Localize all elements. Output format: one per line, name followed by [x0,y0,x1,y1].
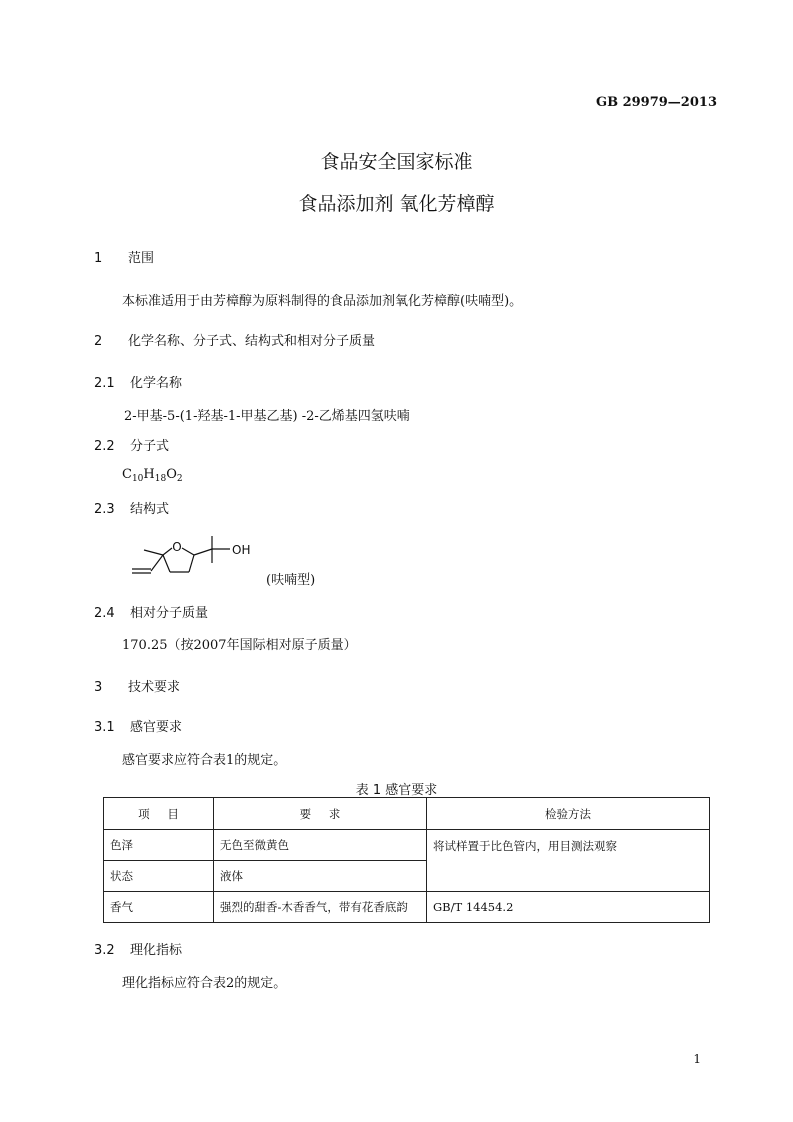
item-cell: 色泽 [104,830,214,861]
section-2-heading [94,330,375,349]
method-cell: GB/T 14454.2 [427,892,710,923]
sensory-requirements-table [103,797,710,923]
column-header-item: 项 目 [104,798,214,830]
table-row [104,892,710,923]
chemical-name: 2-甲基-5-(1-羟基-1-甲基乙基) -2-乙烯基四氢呋喃 [124,409,410,424]
section-title: 理化指标 [130,943,183,958]
section-3-2-body: 理化指标应符合表2的规定。 [122,976,287,991]
document-title: 食品安全国家标准 [320,151,473,173]
section-number: 2.3 [94,502,115,517]
section-title: 感官要求 [130,720,183,735]
section-3-1-body: 感官要求应符合表1的规定。 [122,753,287,768]
section-2-1-heading [94,372,182,391]
section-number: 2 [94,334,103,349]
section-1-body: 本标准适用于由芳樟醇为原料制得的食品添加剂氧化芳樟醇(呋喃型)。 [122,294,523,309]
molecular-formula: $C_{10}H_{18}O_2$ [122,467,183,484]
section-title: 相对分子质量 [130,606,209,621]
section-title: 化学名称 [130,376,183,391]
table-row [104,830,710,861]
page-number: 1 [693,1052,701,1066]
requirement-cell: 液体 [214,861,427,892]
column-header-method: 检验方法 [427,798,710,830]
requirement-cell: 无色至微黄色 [214,830,427,861]
section-3-2-heading [94,939,182,958]
section-2-2-heading [94,435,169,454]
section-3-1-heading [94,716,182,735]
table-1-caption: 表 1 感官要求 [355,783,438,798]
section-number: 2.2 [94,439,115,454]
section-title: 范围 [128,251,155,266]
table-header-row [104,798,710,830]
method-cell: 将试样置于比色管内，用目测法观察 [427,830,710,892]
standard-number: GB 29979—2013 [595,95,717,110]
section-2-3-heading [94,498,169,517]
requirement-cell: 强烈的甜香-木香香气，带有花香底韵 [214,892,427,923]
ring-oxygen-label: O [172,540,182,554]
document-subtitle: 食品添加剂 氧化芳樟醇 [298,193,495,215]
hydroxyl-label: OH [232,543,251,557]
section-number: 2.4 [94,606,115,621]
structure-caption: (呋喃型) [266,573,316,588]
section-title: 技术要求 [128,680,181,695]
column-header-requirement: 要 求 [214,798,427,830]
molecular-mass: 170.25（按2007年国际相对原子质量） [122,638,357,653]
section-number: 3.2 [94,943,115,958]
section-2-4-heading [94,602,208,621]
section-1-heading [94,247,154,266]
item-cell: 状态 [104,861,214,892]
section-number: 3.1 [94,720,115,735]
section-number: 1 [94,251,103,266]
item-cell: 香气 [104,892,214,923]
structural-formula [120,526,270,582]
section-number: 2.1 [94,376,115,391]
section-number: 3 [94,680,103,695]
section-3-heading [94,676,180,695]
section-title: 结构式 [130,502,170,517]
section-title: 分子式 [130,439,170,454]
section-title: 化学名称、分子式、结构式和相对分子质量 [128,334,376,349]
